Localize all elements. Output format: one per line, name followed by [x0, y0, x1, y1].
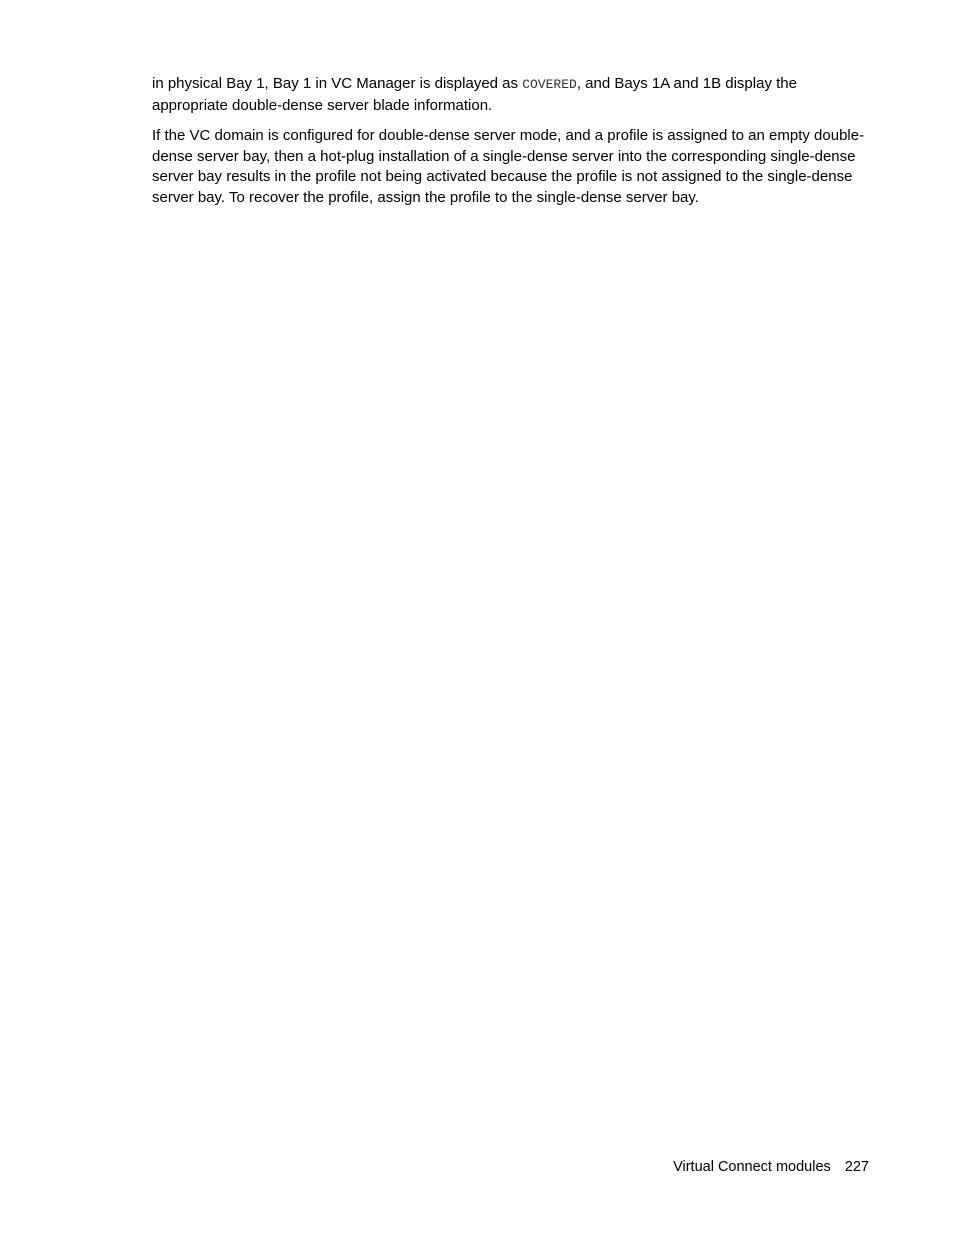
page-number: 227	[844, 1159, 869, 1175]
paragraph-1-after: , and Bays 1A and 1B display the appropriate double-dense server blade information.	[152, 75, 797, 114]
paragraph-double-dense-profile: If the VC domain is configured for double-dense server mode, and a profile is assigned to an empty double-dense server bay, then a hot-plug installation of a single-dense server into the corresponding single-dense server bay results in the profile not being activated because the profile is not assigned to the single-dense server bay. To recover the profile, assign the profile to the single-dense server bay.	[152, 127, 865, 206]
paragraph-bay-display	[152, 74, 867, 116]
covered-code: COVERED	[522, 77, 577, 92]
page-footer	[673, 1158, 869, 1176]
paragraph-1-before: in physical Bay 1, Bay 1 in VC Manager is displayed as	[152, 75, 523, 92]
footer-section-title: Virtual Connect modules	[673, 1159, 831, 1175]
body-content	[152, 74, 867, 218]
